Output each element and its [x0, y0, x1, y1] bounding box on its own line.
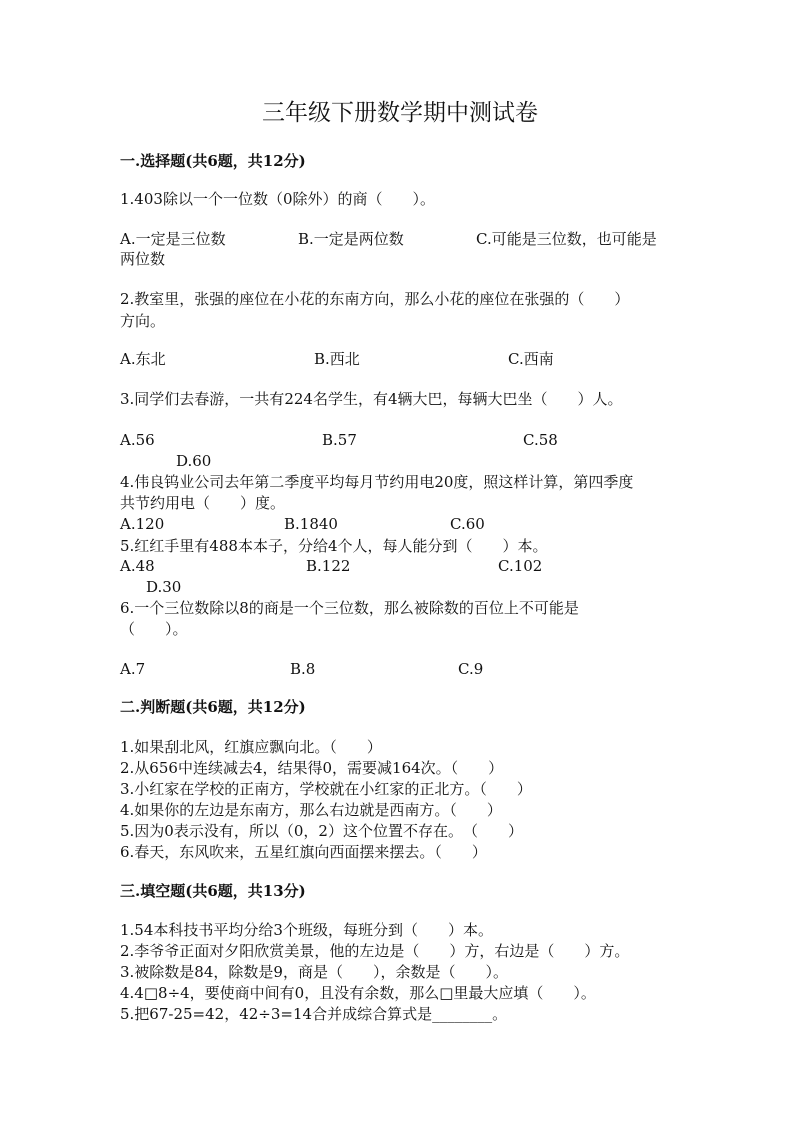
fill-item-2: 2.李爷爷正面对夕阳欣赏美景，他的左边是（ ）方，右边是（ ）方。: [120, 942, 630, 960]
choice-q6-option-c: C.9: [458, 660, 484, 678]
fill-item-3: 3.被除数是84，除数是9，商是（ ），余数是（ ）。: [120, 963, 508, 981]
fill-item-4: 4.4□8÷4，要使商中间有0，且没有余数，那么□里最大应填（ ）。: [120, 984, 596, 1002]
choice-q1-stem: 1.403除以一个一位数（0除外）的商（ ）。: [120, 190, 435, 208]
choice-q6-option-b: B.8: [290, 660, 316, 678]
choice-q2-stem-line1: 2.教室里，张强的座位在小花的东南方向，那么小花的座位在张强的（ ）: [120, 290, 630, 308]
section-heading-fill: 三.填空题(共6题，共13分): [120, 882, 306, 900]
choice-q4-option-a: A.120: [120, 515, 165, 533]
judge-item-5: 5.因为0表示没有，所以（0，2）这个位置不存在。 （ ）: [120, 822, 523, 840]
section-heading-judge: 二.判断题(共6题，共12分): [120, 698, 306, 716]
judge-item-3: 3.小红家在学校的正南方，学校就在小红家的正北方。（ ）: [120, 780, 532, 798]
choice-q6-option-a: A.7: [120, 660, 146, 678]
choice-q2-option-b: B.西北: [314, 350, 360, 368]
fill-item-1: 1.54本科技书平均分给3个班级，每班分到（ ）本。: [120, 921, 493, 939]
fill-item-5: 5.把67-25=42，42÷3=14合并成综合算式是________。: [120, 1005, 508, 1023]
choice-q3-option-a: A.56: [120, 431, 155, 449]
section-heading-choice: 一.选择题(共6题，共12分): [120, 152, 306, 170]
choice-q6-stem-line2: （ ）。: [120, 620, 188, 638]
choice-q5-stem: 5.红红手里有488本本子，分给4个人，每人能分到（ ）本。: [120, 537, 548, 555]
choice-q5-option-c: C.102: [498, 557, 543, 575]
choice-q1-option-c-continued: 两位数: [120, 250, 166, 268]
choice-q3-option-b: B.57: [322, 431, 357, 449]
choice-q4-option-b: B.1840: [284, 515, 338, 533]
choice-q5-option-b: B.122: [306, 557, 351, 575]
choice-q1-option-c: C.可能是三位数，也可能是: [476, 230, 657, 248]
choice-q3-option-c: C.58: [523, 431, 558, 449]
choice-q2-option-c: C.西南: [508, 350, 554, 368]
choice-q4-stem-line2: 共节约用电（ ）度。: [120, 494, 286, 512]
judge-item-1: 1.如果刮北风，红旗应飘向北。（ ）: [120, 738, 382, 756]
choice-q4-option-c: C.60: [450, 515, 485, 533]
choice-q1-option-a: A.一定是三位数: [120, 230, 226, 248]
choice-q2-option-a: A.东北: [120, 350, 166, 368]
judge-item-6: 6.春天，东风吹来，五星红旗向西面摆来摆去。（ ）: [120, 843, 487, 861]
choice-q2-stem-line2: 方向。: [120, 312, 166, 330]
choice-q4-stem-line1: 4.伟良钨业公司去年第二季度平均每月节约用电20度，照这样计算，第四季度: [120, 473, 634, 491]
judge-item-2: 2.从656中连续减去4，结果得0，需要减164次。（ ）: [120, 759, 504, 777]
judge-item-4: 4.如果你的左边是东南方，那么右边就是西南方。（ ）: [120, 801, 502, 819]
choice-q1-option-b: B.一定是两位数: [298, 230, 404, 248]
choice-q6-stem-line1: 6.一个三位数除以8的商是一个三位数，那么被除数的百位上不可能是: [120, 599, 579, 617]
choice-q5-option-a: A.48: [120, 557, 155, 575]
page-title: 三年级下册数学期中测试卷: [262, 100, 538, 126]
choice-q3-option-d: D.60: [176, 452, 212, 470]
choice-q3-stem: 3.同学们去春游，一共有224名学生，有4辆大巴，每辆大巴坐（ ）人。: [120, 390, 623, 408]
choice-q5-option-d: D.30: [146, 578, 182, 596]
